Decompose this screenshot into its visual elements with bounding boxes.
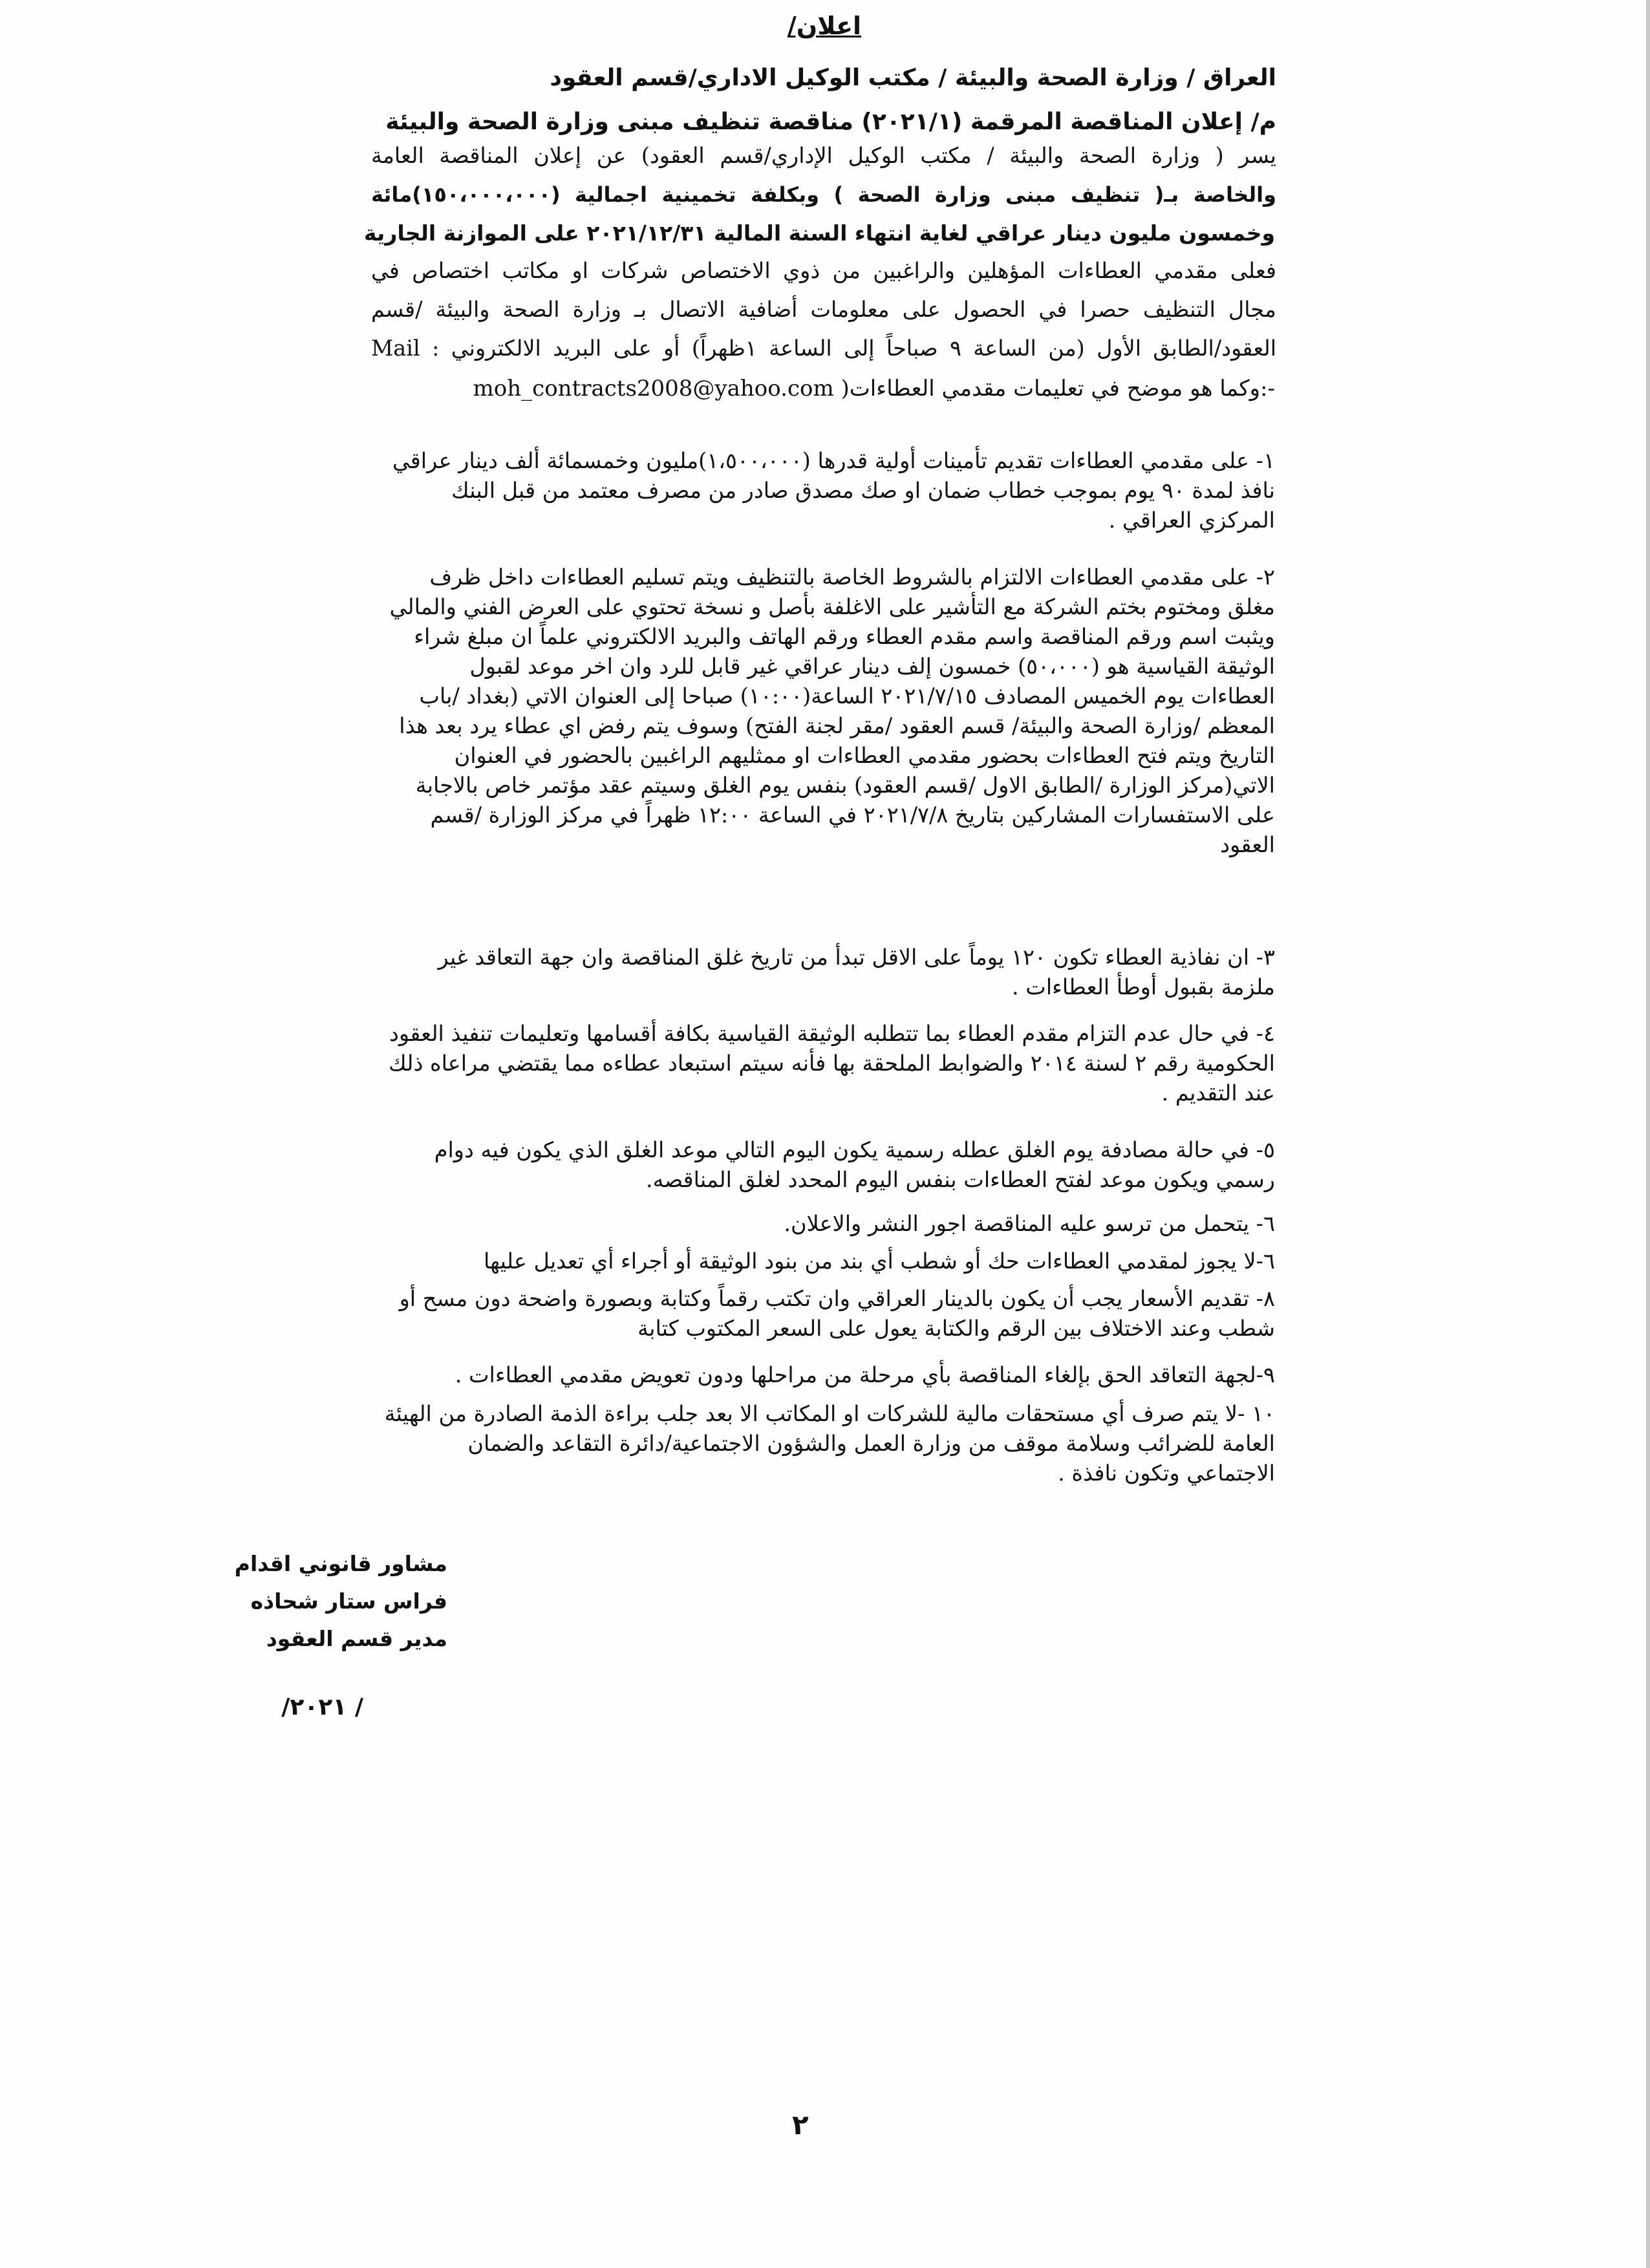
condition-5: ٥- في حالة مصادفة يوم الغلق عطله رسمية يكون اليوم التالي موعد الغلق الذي يكون فيه دوام رسمي ويكون موعد لفتح العطاءات بنفس اليوم المحدد لغلق المناقصه. — [434, 1137, 1275, 1192]
condition-9: ٩-لجهة التعاقد الحق بإلغاء المناقصة بأي مرحلة من مراحلها ودون تعويض مقدمي العطاءات . — [455, 1362, 1275, 1387]
condition-6: ٦- يتحمل من ترسو عليه المناقصة اجور النشر والاعلان. — [784, 1211, 1275, 1236]
signature-position: مدير قسم العقود — [266, 1626, 447, 1651]
subject-line: م/ إعلان المناقصة المرقمة (٢٠٢١/١) مناقصة تنظيف مبنى وزارة الصحة والبيئة — [385, 109, 1276, 135]
document-date: / ٢٠٢١/ — [281, 1694, 363, 1720]
condition-10: ١٠ -لا يتم صرف أي مستحقات مالية للشركات او المكاتب الا بعد جلب براءة الذمة الصادرة من الهيئة العامة للضرائب وسلامة موقف من وزارة العمل والشؤون الاجتماعية/دائرة التقاعد والضمان الاجتماعي وتكون نافذة . — [384, 1401, 1275, 1486]
condition-8: ٨- تقديم الأسعار يجب أن يكون بالدينار العراقي وان تكتب رقماً وكتابة وبصورة واضحة دون مسح أو شطب وعند الاختلاف بين الرقم والكتابة يعول على السعر المكتوب كتابة — [399, 1286, 1275, 1341]
condition-3: ٣- ان نفاذية العطاء تكون ١٢٠ يوماً على الاقل تبدأ من تاريخ غلق المناقصة وان جهة التعاقد غير ملزمة بقبول أوطأ العطاءات . — [438, 945, 1275, 1000]
intro-line-1: يسر ( وزارة الصحة والبيئة / مكتب الوكيل الإداري/قسم العقود) عن إعلان المناقصة العامة — [371, 143, 1276, 168]
condition-7: ٦-لا يجوز لمقدمي العطاءات حك أو شطب أي بند من بنود الوثيقة أو أجراء أي تعديل عليها — [483, 1248, 1275, 1274]
intro-line-2: والخاصة بـ( تنظيف مبنى وزارة الصحة ) وبكلفة تخمينية اجمالية (١٥٠،٠٠٠،٠٠٠)مائة — [371, 182, 1276, 207]
condition-4: ٤- في حال عدم التزام مقدم العطاء بما تتطلبه الوثيقة القياسية بكافة أقسامها وتعليمات تنفيذ العقود الحكومية رقم ٢ لسنة ٢٠١٤ والضوابط الملحقة بها فأنه سيتم استبعاد عطاءه مما يقتضي مراعاه ذلك عند التقديم . — [389, 1021, 1275, 1106]
intro-line-5: مجال التنظيف حصرا في الحصول على معلومات أضافية الاتصال بـ وزارة الصحة والبيئة /قسم — [371, 297, 1276, 322]
intro-line-3: وخمسون مليون دينار عراقي لغاية انتهاء السنة المالية ٢٠٢١/١٢/٣١ على الموازنة الجارية — [363, 220, 1275, 246]
issuer-line: العراق / وزارة الصحة والبيئة / مكتب الوكيل الاداري/قسم العقود — [550, 65, 1276, 91]
condition-1: ١- على مقدمي العطاءات تقديم تأمينات أولية قدرها (١،٥٠٠،٠٠٠)مليون وخمسمائة ألف دينار عراقي نافذ لمدة ٩٠ يوم بموجب خطاب ضمان او صك مصدق صادر من مصرف معتمد من قبل البنك المركزي العراقي . — [392, 448, 1275, 533]
intro-line-4: فعلى مقدمي العطاءات المؤهلين والراغبين من ذوي الاختصاص شركات او مكاتب اختصاص في — [371, 258, 1276, 283]
signature-title: مشاور قانوني اقدام — [234, 1551, 447, 1576]
page-number: ٢ — [792, 2109, 809, 2141]
intro-line-7: moh_contracts2008@yahoo.com )وكما هو موضح في تعليمات مقدمي العطاءات:- — [473, 376, 1275, 401]
intro-line-6: العقود/الطابق الأول (من الساعة ٩ صباحاً إلى الساعة ١ظهراً) أو على البريد الالكتروني : Mail — [371, 336, 1277, 361]
scan-edge — [1646, 0, 1650, 2268]
document-heading: اعلان/ — [787, 12, 862, 40]
signature-name: فراس ستار شحاذه — [250, 1589, 447, 1614]
condition-2: ٢- على مقدمي العطاءات الالتزام بالشروط الخاصة بالتنظيف ويتم تسليم العطاءات داخل ظرف مغلق ومختوم بختم الشركة مع التأشير على الاغلفة بأصل و نسخة تحتوي على العرض الفني والمالي ويثبت اسم ورقم المناقصة واسم مقدم العطاء ورقم الهاتف والبريد الالكتروني علماً ان مبلغ شراء الوثيقة القياسية هو (٥٠،٠٠٠) خمسون إلف دينار عراقي غير قابل للرد وان اخر موعد لقبول العطاءات يوم الخميس المصادف ٢٠٢١/٧/١٥ الساعة(١٠:٠٠) صباحا إلى العنوان الاتي (بغداد /باب المعظم /وزارة الصحة والبيئة/ قسم العقود /مقر لجنة الفتح) وسوف يتم رفض اي عطاء يرد بعد هذا التاريخ ويتم فتح العطاءات بحضور مقدمي العطاءات او ممثليهم الراغبين بالحضور في العنوان الاتي(مركز الوزارة /الطابق الاول /قسم العقود) بنفس يوم الغلق وسيتم عقد مؤتمر خاص بالاجابة على الاستفسارات المشاركين بتاريخ ٢٠٢١/٧/٨ في الساعة ١٢:٠٠ ظهراً في مركز الوزارة /قسم العقود — [389, 564, 1275, 857]
